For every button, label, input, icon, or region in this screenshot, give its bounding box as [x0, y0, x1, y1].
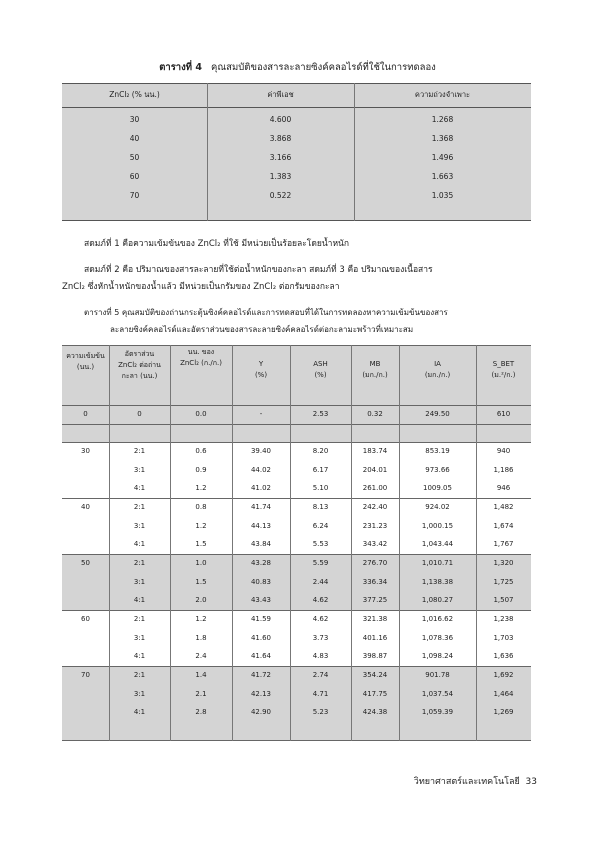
- table5-cell: 1.5: [195, 577, 207, 586]
- table5-cell: 41.72: [250, 671, 272, 679]
- table5-cell: 1,464: [493, 689, 514, 698]
- table4-header-zncl2: ZnCl₂ (% นน.): [109, 90, 160, 99]
- table5-cell: 1,238: [493, 615, 514, 623]
- table5-cell: 1,138.38: [421, 577, 454, 586]
- table5-cell: 43.28: [250, 559, 272, 567]
- table4-cell: 4.600: [269, 115, 292, 124]
- page-number: 33: [525, 777, 537, 787]
- table5-header-sbet: S_BET (ม.²/ก.): [491, 360, 516, 379]
- table5-cell: 41.74: [250, 503, 272, 511]
- table5-cell: 6.17: [312, 465, 329, 474]
- table5-cell: 1,320: [493, 559, 514, 567]
- table5-cell: 5.53: [312, 540, 329, 548]
- table5-cell: 377.25: [362, 596, 388, 604]
- table5-cell: 40: [81, 503, 90, 511]
- table4-header-specific-gravity: ความถ่วงจำเพาะ: [414, 90, 471, 99]
- table5-cell: 1,010.71: [421, 559, 454, 567]
- table5-cell: 3:1: [133, 577, 146, 586]
- table5-cell: 44.13: [250, 521, 272, 530]
- table4-cell: 50: [129, 153, 140, 162]
- table5-cell: 2:1: [133, 503, 146, 511]
- table4: [62, 83, 531, 221]
- table5-cell: 249.50: [425, 410, 450, 418]
- table5-header-concentration: ความเข้มข้น (นน.): [66, 352, 105, 371]
- table4-cell: 1.383: [269, 172, 292, 181]
- table5-cell: 946: [496, 484, 511, 492]
- table5-cell: 398.87: [362, 652, 388, 660]
- table5-cell: 4.62: [312, 615, 329, 623]
- table4-cell: 60: [129, 172, 140, 181]
- table5-cell: 1,080.27: [421, 596, 454, 604]
- table5-cell: 43.84: [250, 540, 272, 548]
- table5-cell: 2:1: [133, 559, 146, 567]
- table5-cell: 1,269: [493, 708, 514, 716]
- table5-cell: 2:1: [133, 447, 146, 455]
- table5-cell: 3:1: [133, 689, 146, 698]
- table5-cell: 0: [83, 410, 88, 418]
- table5-cell: 924.02: [425, 503, 450, 511]
- table5-cell: 1009.05: [423, 484, 452, 492]
- table4-cell: 1.268: [431, 115, 454, 124]
- table4-cell: 1.035: [431, 191, 454, 200]
- table5-cell: 1,186: [493, 465, 514, 474]
- table5-cell: 3:1: [133, 521, 146, 530]
- table5-cell: 1.2: [195, 615, 207, 623]
- table5-cell: 42.90: [250, 708, 272, 716]
- table5-cell: 1,016.62: [421, 615, 454, 623]
- table5-cell: 1.8: [195, 633, 207, 642]
- footer-journal: วิทยาศาสตร์และเทคโนโลยี: [413, 777, 520, 787]
- table4-cell: 0.522: [269, 191, 292, 200]
- table5-cell: 4:1: [133, 708, 146, 716]
- table5-cell: 1,674: [493, 521, 514, 530]
- table5-cell: 1.4: [195, 671, 207, 679]
- table5-cell: 1.5: [195, 540, 207, 548]
- table5-cell: 8.13: [312, 503, 329, 511]
- table5-cell: 5.23: [312, 708, 329, 716]
- table5-cell: 1,725: [493, 577, 514, 586]
- table5-cell: 336.34: [362, 577, 388, 586]
- table4-cell: 70: [129, 191, 140, 200]
- table5-cell: 4:1: [133, 484, 146, 492]
- table5-cell: 940: [496, 447, 511, 455]
- table5-cell: 1,078.36: [421, 633, 454, 642]
- table5-cell: 343.42: [362, 540, 388, 548]
- table5-cell: 1,059.39: [421, 708, 454, 716]
- table5-cell: 41.60: [250, 633, 272, 642]
- table5-cell: 354.24: [362, 671, 388, 679]
- table5-header-yield: Y (%): [254, 360, 268, 379]
- table5-cell: 60: [81, 615, 90, 623]
- table5-cell: 853.19: [425, 447, 450, 455]
- table5-cell: 44.02: [250, 465, 272, 474]
- table5-cell: 424.38: [362, 708, 388, 716]
- table5-cell: -: [259, 410, 263, 418]
- table5-cell: 2:1: [133, 615, 146, 623]
- table5-cell: 5.59: [312, 559, 329, 567]
- table5-cell: 973.66: [425, 465, 450, 474]
- table5-cell: 39.40: [250, 447, 272, 455]
- table5-cell: 0.0: [195, 410, 207, 418]
- note-column1: สดมภ์ที่ 1 คือความเข้มข้นของ ZnCl₂ ที่ใช้ มีหน่วยเป็นร้อยละโดยน้ำหนัก: [84, 239, 350, 249]
- table4-cell: 1.663: [431, 172, 454, 181]
- table5-cell: 401.16: [362, 633, 388, 642]
- table5-cell: 610: [496, 410, 511, 418]
- table5-cell: 42.13: [250, 689, 272, 698]
- table5-cell: 2.53: [312, 410, 329, 418]
- table5-cell: 2.8: [195, 708, 207, 716]
- table4-caption: [0, 60, 595, 75]
- table4-cell: 30: [129, 115, 140, 124]
- table5-cell: 276.70: [362, 559, 388, 567]
- table5-cell: 5.10: [312, 484, 329, 492]
- table5-header-ratio: อัตราส่วน ZnCl₂ ต่อถ่าน กะลา (นน.): [118, 350, 161, 380]
- table4-caption-text: คุณสมบัติของสารละลายซิงค์คลอไรด์ที่ใช้ในการทดลอง: [211, 62, 436, 73]
- table5-cell: 4:1: [133, 596, 146, 604]
- table5-cell: 41.59: [250, 615, 272, 623]
- table5-cell: 41.02: [250, 484, 272, 492]
- table4-cell: 1.368: [431, 134, 454, 143]
- table5-cell: 1,482: [493, 503, 514, 511]
- table5-cell: 30: [81, 447, 90, 455]
- table5-cell: 1.0: [195, 559, 207, 567]
- table5-cell: 0.32: [367, 410, 383, 418]
- table5-cell: 50: [81, 559, 90, 567]
- table5-cell: 0.9: [195, 465, 207, 474]
- table4-cell: 40: [129, 134, 140, 143]
- table5-cell: 4.83: [312, 652, 329, 660]
- table5-cell: 6.24: [312, 521, 329, 530]
- note-column2-line2: ZnCl₂ ซึ่งหักน้ำหนักของน้ำแล้ว มีหน่วยเป็นกรัมของ ZnCl₂ ต่อกรัมของกะลา: [62, 282, 340, 292]
- table5-cell: 41.64: [250, 652, 272, 660]
- table5-cell: 4:1: [133, 540, 146, 548]
- table4-header-ph: ค่าพีเอช: [267, 90, 294, 99]
- table5-cell: 4.62: [312, 596, 329, 604]
- table5-cell: 242.40: [362, 503, 388, 511]
- table5-caption-line2: ละลายซิงค์คลอไรด์และอัตราส่วนของสารละลายซิงค์คลอไรด์ต่อกะลามะพร้าวที่เหมาะสม: [110, 325, 414, 334]
- table5-cell: 1,507: [493, 596, 514, 604]
- table5-cell: 8.20: [312, 447, 329, 455]
- table5-cell: 2.4: [195, 652, 207, 660]
- table5-cell: 1,767: [493, 540, 514, 548]
- table5-cell: 261.00: [362, 484, 388, 492]
- table5-cell: 0: [137, 410, 142, 418]
- table5-cell: 417.75: [362, 689, 388, 698]
- table5-cell: 43.43: [250, 596, 272, 604]
- table5-cell: 0.8: [195, 503, 207, 511]
- table5-header-ia: IA (มก./ก.): [424, 360, 451, 379]
- table5-header-zncl2-weight: นน. ของ ZnCl₂ (ก./ก.): [180, 348, 222, 367]
- table5-cell: 901.78: [425, 671, 450, 679]
- table5-cell: 3:1: [133, 633, 146, 642]
- note-column2-line1: สดมภ์ที่ 2 คือ ปริมาณของสารละลายที่ใช้ต่อน้ำหนักของกะลา สดมภ์ที่ 3 คือ ปริมาณของเนื้อสาร: [84, 265, 433, 275]
- table5-cell: 1.2: [195, 521, 207, 530]
- table5-cell: 2.0: [195, 596, 207, 604]
- table5-cell: 1.2: [195, 484, 207, 492]
- table5-cell: 1,043.44: [421, 540, 454, 548]
- page-footer: [414, 774, 537, 788]
- table5-cell: 70: [81, 671, 90, 679]
- table5-header-ash: ASH (%): [313, 360, 328, 379]
- table5-cell: 1,098.24: [421, 652, 454, 660]
- table5-caption-line1: ตารางที่ 5 คุณสมบัติของถ่านกระตุ้นซิงค์คลอไรด์และการทดสอบที่ได้ในการทดลองหาความเข้มข้นของสาร: [84, 308, 448, 317]
- table5-cell: 321.38: [362, 615, 388, 623]
- table4-cell: 3.868: [269, 134, 292, 143]
- table4-caption-label: ตารางที่ 4: [159, 62, 202, 73]
- table5-cell: 4.71: [312, 689, 329, 698]
- table5-cell: 204.01: [362, 465, 388, 474]
- table5-cell: 1,636: [493, 652, 514, 660]
- table5-cell: 231.23: [362, 521, 388, 530]
- table5-cell: 40.83: [250, 577, 272, 586]
- table5-cell: 2.44: [312, 577, 329, 586]
- table5-cell: 1,692: [493, 671, 514, 679]
- table5-cell: 3:1: [133, 465, 146, 474]
- table5-cell: 3.73: [312, 633, 329, 642]
- table5-cell: 0.6: [195, 447, 207, 455]
- table5-cell: 1,703: [493, 633, 514, 642]
- table4-cell: 1.496: [431, 153, 454, 162]
- table5-header-mb: MB (มก./ก.): [362, 360, 388, 379]
- table5-cell: 1,037.54: [421, 689, 454, 698]
- table5-cell: 2.1: [195, 689, 207, 698]
- table5: [62, 345, 531, 741]
- table5-cell: 4:1: [133, 652, 146, 660]
- table5-cell: 183.74: [362, 447, 388, 455]
- table5-cell: 1,000.15: [421, 521, 454, 530]
- table5-cell: 2:1: [133, 671, 146, 679]
- table5-cell: 2.74: [312, 671, 329, 679]
- table4-cell: 3.166: [269, 153, 292, 162]
